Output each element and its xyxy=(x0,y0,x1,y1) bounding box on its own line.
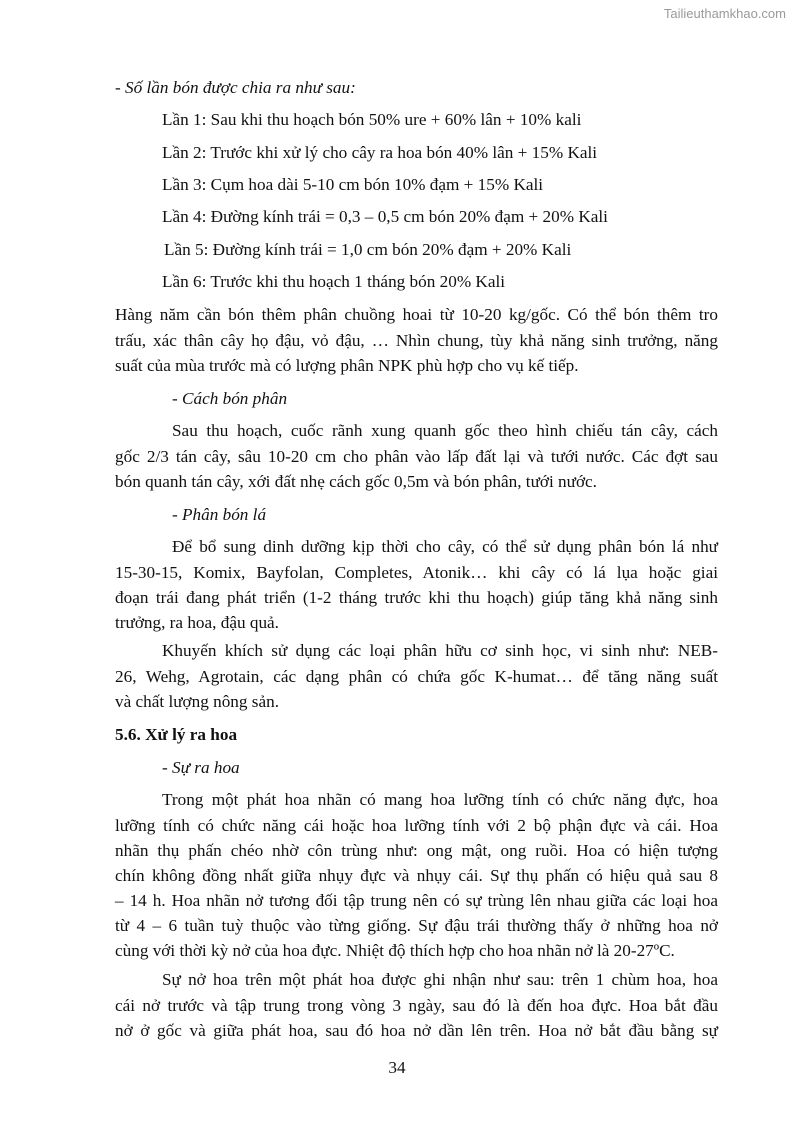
schedule-heading: - Số lần bón được chia ra như sau: xyxy=(115,78,356,97)
schedule-item: Lần 5: Đường kính trái = 1,0 cm bón 20% đạm + 20% Kali xyxy=(164,240,572,259)
paragraph-line: Để bổ sung dinh dưỡng kịp thời cho cây, có thể sử dụng phân bón lá như xyxy=(172,537,718,556)
schedule-item: Lần 4: Đường kính trái = 0,3 – 0,5 cm bón 20% đạm + 20% Kali xyxy=(162,207,608,226)
watermark: Tailieuthamkhao.com xyxy=(663,6,786,21)
paragraph-line: Sự nở hoa trên một phát hoa được ghi nhận như sau: trên 1 chùm hoa, hoa xyxy=(162,970,718,989)
paragraph-line: 15-30-15, Komix, Bayfolan, Completes, Atonik… khi cây có lá lụa hoặc giai xyxy=(115,563,718,582)
paragraph-line: chín không đồng nhất giữa nhụy đực và nhụy cái. Sự thụ phấn có hiệu quả sau 8 xyxy=(115,866,718,885)
paragraph-line: trưởng, ra hoa, đậu quả. xyxy=(115,613,279,632)
paragraph-line: Hàng năm cần bón thêm phân chuồng hoai từ 10-20 kg/gốc. Có thể bón thêm tro xyxy=(115,305,718,324)
paragraph-line: nhãn thụ phấn chéo nhờ côn trùng như: ong mật, ong ruồi. Hoa có hiện tượng xyxy=(115,841,718,860)
paragraph-line: nở ở gốc và giữa phát hoa, sau đó hoa nở dần lên trên. Hoa nở bắt đầu bằng sự xyxy=(115,1021,718,1040)
paragraph-line: 26, Wehg, Agrotain, các dạng phân có chứa gốc K-humat… để tăng năng suất xyxy=(115,667,718,686)
paragraph-line: trấu, xác thân cây họ đậu, vỏ đậu, … Nhìn chung, tùy khả năng sinh trưởng, năng xyxy=(115,331,718,350)
schedule-item: Lần 1: Sau khi thu hoạch bón 50% ure + 60% lân + 10% kali xyxy=(162,110,582,129)
paragraph-line: bón quanh tán cây, xới đất nhẹ cách gốc 0,5m và bón phân, tưới nước. xyxy=(115,472,597,491)
paragraph-line: Trong một phát hoa nhãn có mang hoa lưỡng tính có chức năng đực, hoa xyxy=(162,790,718,809)
method-heading: - Cách bón phân xyxy=(172,389,288,408)
paragraph-line: từ 4 – 6 tuần tuỳ thuộc vào từng giống. Sự đậu trái thường thấy ở những hoa nở xyxy=(115,916,718,935)
flowering-heading: - Sự ra hoa xyxy=(162,758,240,777)
paragraph-line: đoạn trái đang phát triển (1-2 tháng trước khi thu hoạch) giúp tăng khả năng sinh xyxy=(115,588,718,607)
paragraph-line: Sau thu hoạch, cuốc rãnh xung quanh gốc theo hình chiếu tán cây, cách xyxy=(172,421,718,440)
paragraph-line: cùng với thời kỳ nở của hoa đực. Nhiệt độ thích hợp cho hoa nhãn nở là 20-27ºC. xyxy=(115,941,675,960)
schedule-item: Lần 6: Trước khi thu hoạch 1 tháng bón 20% Kali xyxy=(162,272,506,291)
foliar-heading: - Phân bón lá xyxy=(172,505,267,524)
schedule-item: Lần 3: Cụm hoa dài 5-10 cm bón 10% đạm + 15% Kali xyxy=(162,175,544,194)
paragraph-line: cái nở trước và tập trung trong vòng 3 ngày, sau đó là đến hoa đực. Hoa bắt đầu xyxy=(115,996,718,1015)
paragraph-line: gốc 2/3 tán cây, sâu 10-20 cm cho phân vào lấp đất lại và tưới nước. Các đợt sau xyxy=(115,447,718,466)
page-number: 34 xyxy=(388,1058,406,1077)
paragraph-line: Khuyến khích sử dụng các loại phân hữu cơ sinh học, vi sinh như: NEB- xyxy=(162,641,718,660)
paragraph-line: – 14 h. Hoa nhãn nở tương đối tập trung nên có sự trùng lên nhau giữa các loại hoa xyxy=(115,891,718,910)
paragraph-line: lưỡng tính có chức năng cái hoặc hoa lưỡng tính với 2 bộ phận đực và cái. Hoa xyxy=(115,816,718,835)
paragraph-line: và chất lượng nông sản. xyxy=(115,692,279,711)
section-heading: 5.6. Xử lý ra hoa xyxy=(115,725,238,744)
schedule-item: Lần 2: Trước khi xử lý cho cây ra hoa bón 40% lân + 15% Kali xyxy=(162,143,598,162)
paragraph-line: suất của mùa trước mà có lượng phân NPK phù hợp cho vụ kế tiếp. xyxy=(115,356,579,375)
